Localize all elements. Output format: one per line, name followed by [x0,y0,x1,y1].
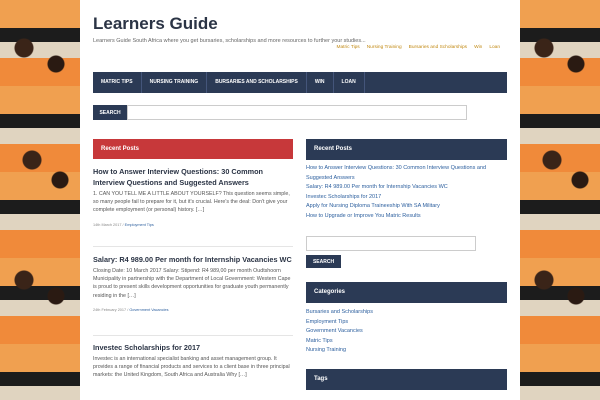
sidebar-recent-link[interactable]: How to Upgrade or Improve You Matric Results [306,212,421,219]
top-links [337,45,500,50]
sidebar-recent-link[interactable]: Apply for Nursing Diploma Traineeship With SA Military [306,203,440,210]
background-photo-left [0,0,80,400]
sidebar-category-link[interactable]: Matric Tips [306,337,333,344]
header-search-input[interactable] [127,105,467,120]
post-excerpt: 1. CAN YOU TELL ME A LITTLE ABOUT YOURSELF? This question seems simple, so many people fail to prepare for it, but it's crucial. Here's the deal: Don't give your complete employment (or personal) history. […] [93,191,290,214]
sidebar-search-input[interactable] [306,236,476,251]
top-link-win[interactable]: Win [474,45,483,50]
sidebar-category-link[interactable]: Bursaries and Scholarships [306,309,373,315]
main-nav [93,72,507,93]
nav-win[interactable]: WIN [307,72,334,93]
post-meta: 14th March 2017 / Employment Tips [93,222,154,227]
sidebar-recent-posts-heading: Recent Posts [306,139,507,160]
background-photo-right [520,0,600,400]
page-container [80,0,520,400]
post-item [93,342,293,380]
sidebar-search-button[interactable]: SEARCH [306,255,341,268]
top-link-matric-tips[interactable]: Matric Tips [336,45,360,50]
post-title[interactable]: Salary: R4 989.00 Per month for Internship Vacancies WC [93,255,292,264]
top-link-loan[interactable]: Loan [489,45,500,50]
nav-matric-tips[interactable]: MATRIC TIPS [93,72,142,93]
sidebar-recent-link[interactable]: How to Answer Interview Questions: 30 Common Interview Questions and Suggested Answers [306,165,487,181]
post-meta: 24th February 2017 / Government Vacancies [93,307,169,312]
sidebar-tags-heading: Tags [306,369,507,390]
nav-loan[interactable]: LOAN [334,72,365,93]
post-date[interactable]: 14th March 2017 [93,222,122,227]
sidebar-recent-posts-list [306,164,507,222]
post-excerpt: Investec is an international specialist banking and asset management group. It provides a range of financial products and services to a client base in three principal markets: the United Kingdom, South Africa and Australia Why […] [93,356,290,379]
recent-posts-heading: Recent Posts [93,139,293,159]
header-search [93,105,467,120]
header-search-button[interactable]: SEARCH [93,105,127,120]
sidebar-recent-link[interactable]: Salary: R4 989.00 Per month for Internship Vacancies WC [306,184,448,191]
sidebar-categories-list [306,308,507,356]
sidebar-category-link[interactable]: Nursing Training [306,347,347,354]
post-title[interactable]: Investec Scholarships for 2017 [93,343,201,352]
site-tagline: Learners Guide South Africa where you get bursaries, scholarships and more resources to further your studies... [93,38,366,44]
post-divider [93,246,293,247]
post-divider [93,335,293,336]
nav-nursing-training[interactable]: NURSING TRAINING [142,72,208,93]
sidebar-categories-heading: Categories [306,282,507,303]
site-title[interactable]: Learners Guide [93,14,218,33]
nav-bursaries[interactable]: BURSARIES AND SCHOLARSHIPS [207,72,307,93]
top-link-nursing-training[interactable]: Nursing Training [366,45,402,50]
post-item [93,254,293,312]
post-category[interactable]: Government Vacancies [129,307,169,312]
post-date[interactable]: 24th February 2017 [93,307,127,312]
sidebar-recent-link[interactable]: Investec Scholarships for 2017 [306,193,382,200]
post-item [93,166,293,227]
top-link-bursaries[interactable]: Bursaries and Scholarships [408,45,468,50]
post-title[interactable]: How to Answer Interview Questions: 30 Common Interview Questions and Suggested Answers [93,167,264,187]
sidebar-category-link[interactable]: Government Vacancies [306,328,363,335]
post-excerpt: Closing Date: 10 March 2017 Salary: Stipend: R4 989,00 per month Oudtshoorn Municipality in partnership with the Department of Local Government: Western Cape is proud to present skills development opportunities for graduate youth permanently residing in the […] [93,268,291,299]
post-category[interactable]: Employment Tips [124,222,154,227]
sidebar-category-link[interactable]: Employment Tips [306,318,349,325]
